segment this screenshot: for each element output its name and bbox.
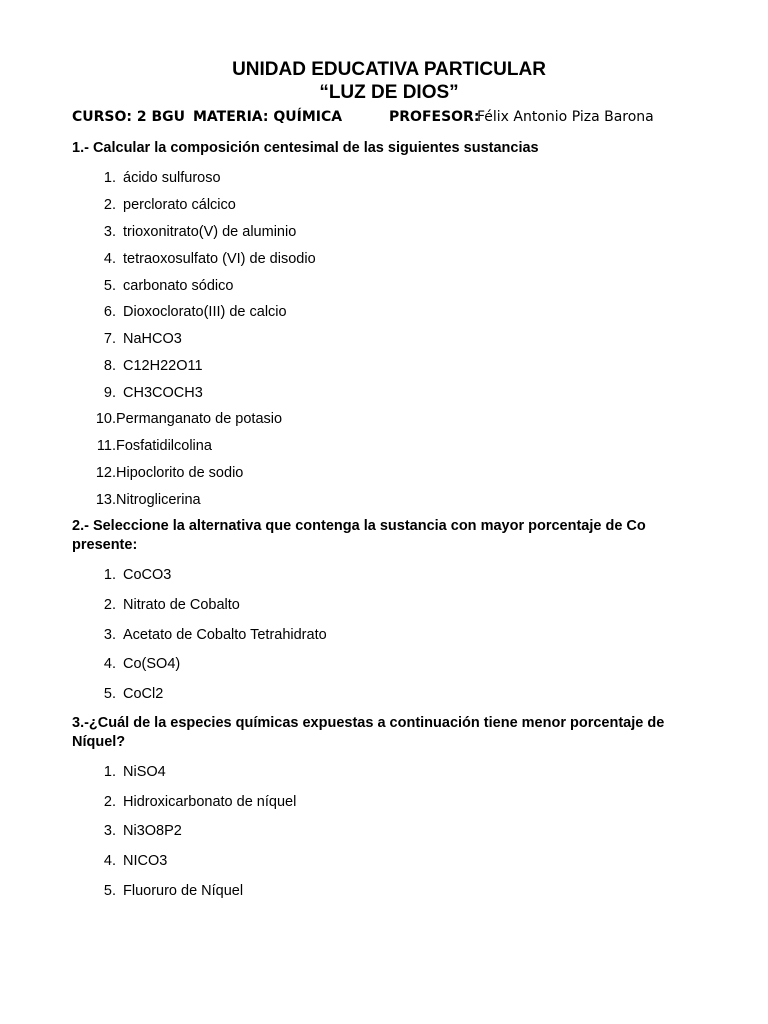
list-item-number: 6.	[103, 304, 116, 320]
list-item	[94, 196, 694, 214]
list-item-text: ácido sulfuroso	[123, 170, 221, 186]
list-item	[94, 169, 694, 187]
list-item-text: Ni3O8P2	[123, 823, 182, 839]
list-item	[94, 685, 694, 703]
list-item-number: 5.	[103, 278, 116, 294]
list-item-text: NiSO4	[123, 764, 166, 780]
list-item-text: perclorato cálcico	[123, 197, 236, 213]
list-item	[94, 384, 694, 402]
list-item	[94, 303, 694, 321]
list-item-number: 1.	[103, 567, 116, 583]
question-2-prompt-line2: presente:	[72, 537, 138, 553]
list-item-number: 7.	[103, 331, 116, 347]
list-item	[94, 491, 694, 509]
list-item-text: Hipoclorito de sodio	[116, 465, 244, 481]
school-motto: “LUZ DE DIOS”	[319, 82, 459, 103]
list-item	[94, 330, 694, 348]
list-item	[94, 277, 694, 295]
teacher-label: PROFESOR:	[389, 109, 480, 125]
list-item-number: 4.	[103, 656, 116, 672]
list-item-number: 11.	[96, 438, 116, 454]
list-item-text: Co(SO4)	[123, 656, 181, 672]
list-item	[94, 793, 694, 811]
list-item	[94, 250, 694, 268]
list-item	[94, 763, 694, 781]
list-item-text: Fosfatidilcolina	[116, 438, 212, 454]
list-item-number: 3.	[103, 627, 116, 643]
list-item	[94, 566, 694, 584]
list-item-text: Hidroxicarbonato de níquel	[123, 794, 297, 810]
teacher-name: Félix Antonio Piza Barona	[477, 109, 654, 125]
list-item	[94, 437, 694, 455]
list-item-number: 9.	[103, 385, 116, 401]
question-3-prompt-line1: 3.-¿Cuál de la especies químicas expuestas a continuación tiene menor porcentaje de	[72, 715, 665, 731]
list-item-number: 10.	[95, 411, 116, 427]
list-item	[94, 464, 694, 482]
list-item	[94, 882, 694, 900]
list-item	[94, 410, 694, 428]
list-item-number: 12.	[95, 465, 116, 481]
list-item-text: trioxonitrato(V) de aluminio	[123, 224, 297, 240]
list-item-number: 1.	[103, 170, 116, 186]
list-item	[94, 852, 694, 870]
question-2-prompt-line1: 2.- Seleccione la alternativa que contenga la sustancia con mayor porcentaje de Co	[72, 518, 646, 534]
question-2-prompt	[72, 517, 702, 555]
list-item-number: 2.	[103, 197, 116, 213]
list-item-text: Nitrato de Cobalto	[123, 597, 240, 613]
list-item-text: Nitroglicerina	[116, 492, 201, 508]
list-item-text: carbonato sódico	[123, 278, 234, 294]
header-info-line	[72, 107, 752, 127]
list-item-text: Permanganato de potasio	[116, 411, 283, 427]
list-item-number: 5.	[103, 883, 116, 899]
list-item-text: C12H22O11	[123, 358, 203, 374]
list-item-text: Acetato de Cobalto Tetrahidrato	[123, 627, 327, 643]
list-item-text: CoCO3	[123, 567, 172, 583]
list-item	[94, 626, 694, 644]
list-item-text: Fluoruro de Níquel	[123, 883, 244, 899]
course-label: CURSO: 2 BGU	[72, 109, 186, 125]
list-item-number: 8.	[103, 358, 116, 374]
list-item-text: CoCl2	[123, 686, 164, 702]
list-item	[94, 357, 694, 375]
list-item-number: 3.	[103, 224, 116, 240]
question-3-prompt	[72, 714, 702, 752]
list-item-text: NaHCO3	[123, 331, 182, 347]
list-item	[94, 655, 694, 673]
list-item-text: Dioxoclorato(III) de calcio	[123, 304, 287, 320]
list-item-number: 4.	[103, 853, 116, 869]
list-item	[94, 223, 694, 241]
list-item-number: 1.	[103, 764, 116, 780]
list-item-number: 13.	[95, 492, 116, 508]
list-item-text: tetraoxosulfato (VI) de disodio	[123, 251, 316, 267]
list-item-number: 2.	[103, 597, 116, 613]
list-item-text: NICO3	[123, 853, 168, 869]
school-name: UNIDAD EDUCATIVA PARTICULAR	[232, 59, 546, 80]
list-item-number: 4.	[103, 251, 116, 267]
list-item-text: CH3COCH3	[123, 385, 203, 401]
subject-label: MATERIA: QUÍMICA	[193, 109, 343, 125]
list-item-number: 3.	[103, 823, 116, 839]
list-item-number: 5.	[103, 686, 116, 702]
list-item	[94, 596, 694, 614]
list-item-number: 2.	[103, 794, 116, 810]
question-1-prompt: 1.- Calcular la composición centesimal de las siguientes sustancias	[72, 140, 539, 156]
list-item	[94, 822, 694, 840]
question-3-prompt-line2: Níquel?	[72, 734, 126, 750]
